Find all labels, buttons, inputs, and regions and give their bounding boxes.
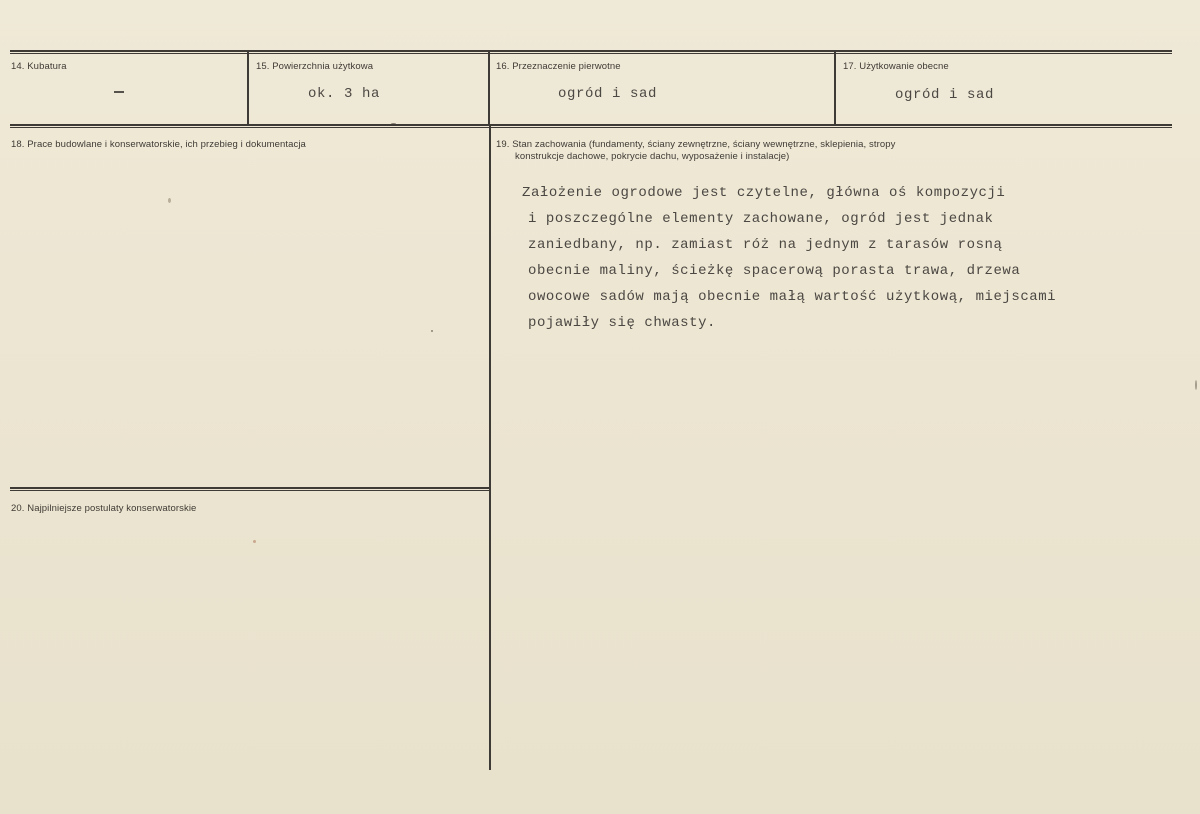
field-18-label: 18. Prace budowlane i konserwatorskie, ich przebieg i dokumentacja	[11, 139, 306, 150]
section-18-20-rule-inner	[10, 490, 489, 491]
field-15-value: ok. 3 ha	[308, 86, 381, 102]
field-19-text-line: zaniedbany, np. zamiast róż na jednym z tarasów rosną	[528, 237, 1003, 253]
field-16-label: 16. Przeznaczenie pierwotne	[496, 61, 621, 72]
field-19-text-line: owocowe sadów mają obecnie małą wartość użytkową, miejscami	[528, 289, 1057, 305]
row1-bottom-rule-inner	[10, 127, 1172, 128]
divider-16-17	[834, 52, 836, 126]
field-19-label-line2: konstrukcje dachowe, pokrycie dachu, wyposażenie i instalacje)	[515, 151, 790, 162]
divider-main	[489, 126, 491, 770]
top-rule	[10, 50, 1172, 52]
field-19-text-line: obecnie maliny, ścieżkę spacerową porasta trawa, drzewa	[528, 263, 1021, 279]
field-20-label: 20. Najpilniejsze postulaty konserwatorskie	[11, 503, 197, 514]
field-16-value: ogród i sad	[558, 86, 658, 102]
section-18-20-rule	[10, 487, 489, 489]
field-14-value	[114, 91, 124, 93]
paper-speck	[168, 198, 171, 203]
field-19-text-line: pojawiły się chwasty.	[528, 315, 716, 331]
field-15-label: 15. Powierzchnia użytkowa	[256, 61, 374, 72]
field-17-label: 17. Użytkowanie obecne	[843, 61, 949, 72]
divider-14-15	[247, 52, 249, 126]
field-19-text	[522, 180, 1162, 336]
field-19-text-line: Założenie ogrodowe jest czytelne, główna oś kompozycji	[522, 185, 1006, 201]
field-14-label: 14. Kubatura	[11, 61, 67, 72]
field-17-value: ogród i sad	[895, 87, 995, 103]
divider-15-16	[488, 52, 490, 126]
row1-bottom-rule	[10, 124, 1172, 126]
field-19-text-line: i poszczególne elementy zachowane, ogród jest jednak	[528, 211, 994, 227]
paper-speck	[431, 330, 433, 332]
paper-speck	[1195, 380, 1197, 390]
paper-speck	[391, 123, 396, 124]
top-rule-inner	[10, 53, 1172, 54]
paper-speck	[253, 540, 256, 543]
field-19-label-line1: 19. Stan zachowania (fundamenty, ściany zewnętrzne, ściany wewnętrzne, sklepienia, stropy	[496, 139, 896, 150]
